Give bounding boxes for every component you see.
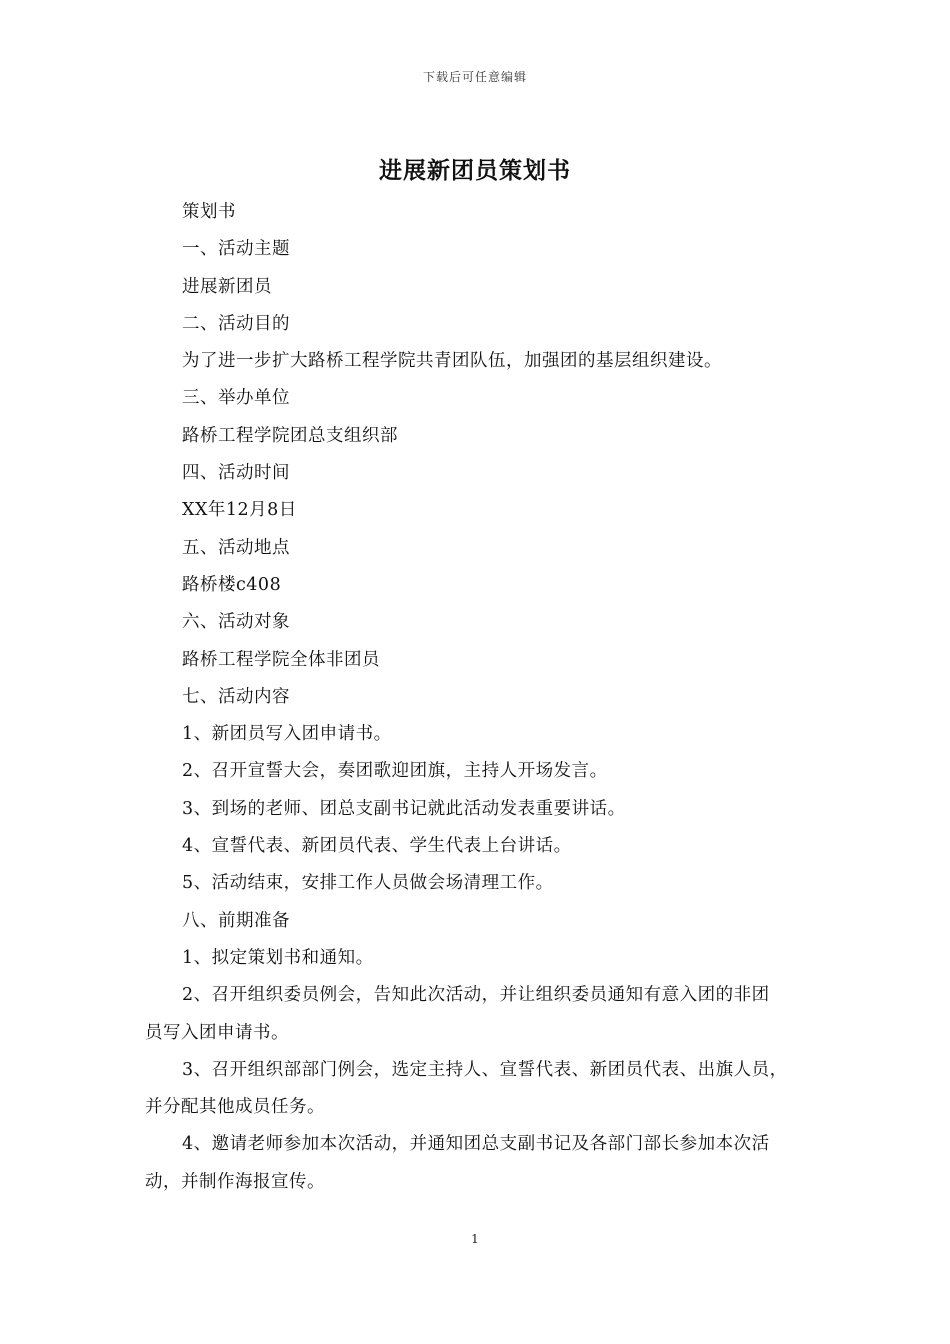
text-line: 路桥工程学院团总支组织部 xyxy=(182,425,398,446)
text-line: 六、活动对象 xyxy=(182,612,290,633)
text-line: 为了进一步扩大路桥工程学院共青团队伍，加强团的基层组织建设。 xyxy=(182,351,722,372)
header-note: 下载后可任意编辑 xyxy=(422,70,527,84)
text-line: 3、到场的老师、团总支副书记就此活动发表重要讲话。 xyxy=(182,798,626,819)
text-line: 4、邀请老师参加本次活动，并通知团总支副书记及各部门部长参加本次活 xyxy=(182,1134,770,1155)
text-line: 动，并制作海报宣传。 xyxy=(145,1171,325,1192)
text-line: 五、活动地点 xyxy=(182,537,290,558)
text-line: 策划书 xyxy=(182,202,236,222)
text-line: 进展新团员 xyxy=(182,276,272,297)
text-line: 3、召开组织部部门例会，选定主持人、宣誓代表、新团员代表、出旗人员， xyxy=(182,1059,788,1080)
text-line: 5、活动结束，安排工作人员做会场清理工作。 xyxy=(182,873,554,894)
text-line: 并分配其他成员任务。 xyxy=(145,1097,325,1118)
text-line: 2、召开宣誓大会，奏团歌迎团旗，主持人开场发言。 xyxy=(182,761,608,782)
document-title: 进展新团员策划书 xyxy=(379,157,571,184)
text-line: 1、新团员写入团申请书。 xyxy=(182,724,392,745)
text-line: 七、活动内容 xyxy=(182,686,290,707)
text-line: 八、前期准备 xyxy=(182,910,290,931)
text-line: 2、召开组织委员例会，告知此次活动，并让组织委员通知有意入团的非团 xyxy=(182,985,770,1006)
text-line: 三、举办单位 xyxy=(182,388,290,409)
text-line: 四、活动时间 xyxy=(182,463,290,484)
text-line: 路桥楼c408 xyxy=(182,574,282,595)
page-number: 1 xyxy=(471,1232,479,1246)
text-line: 1、拟定策划书和通知。 xyxy=(182,947,374,968)
text-line: 路桥工程学院全体非团员 xyxy=(182,649,380,670)
document-body xyxy=(145,198,825,1205)
text-line: XX年12月8日 xyxy=(182,500,297,521)
text-line: 一、活动主题 xyxy=(182,239,290,260)
text-line: 员写入团申请书。 xyxy=(145,1022,289,1043)
text-line: 4、宣誓代表、新团员代表、学生代表上台讲话。 xyxy=(182,836,572,857)
text-line: 二、活动目的 xyxy=(182,313,290,334)
